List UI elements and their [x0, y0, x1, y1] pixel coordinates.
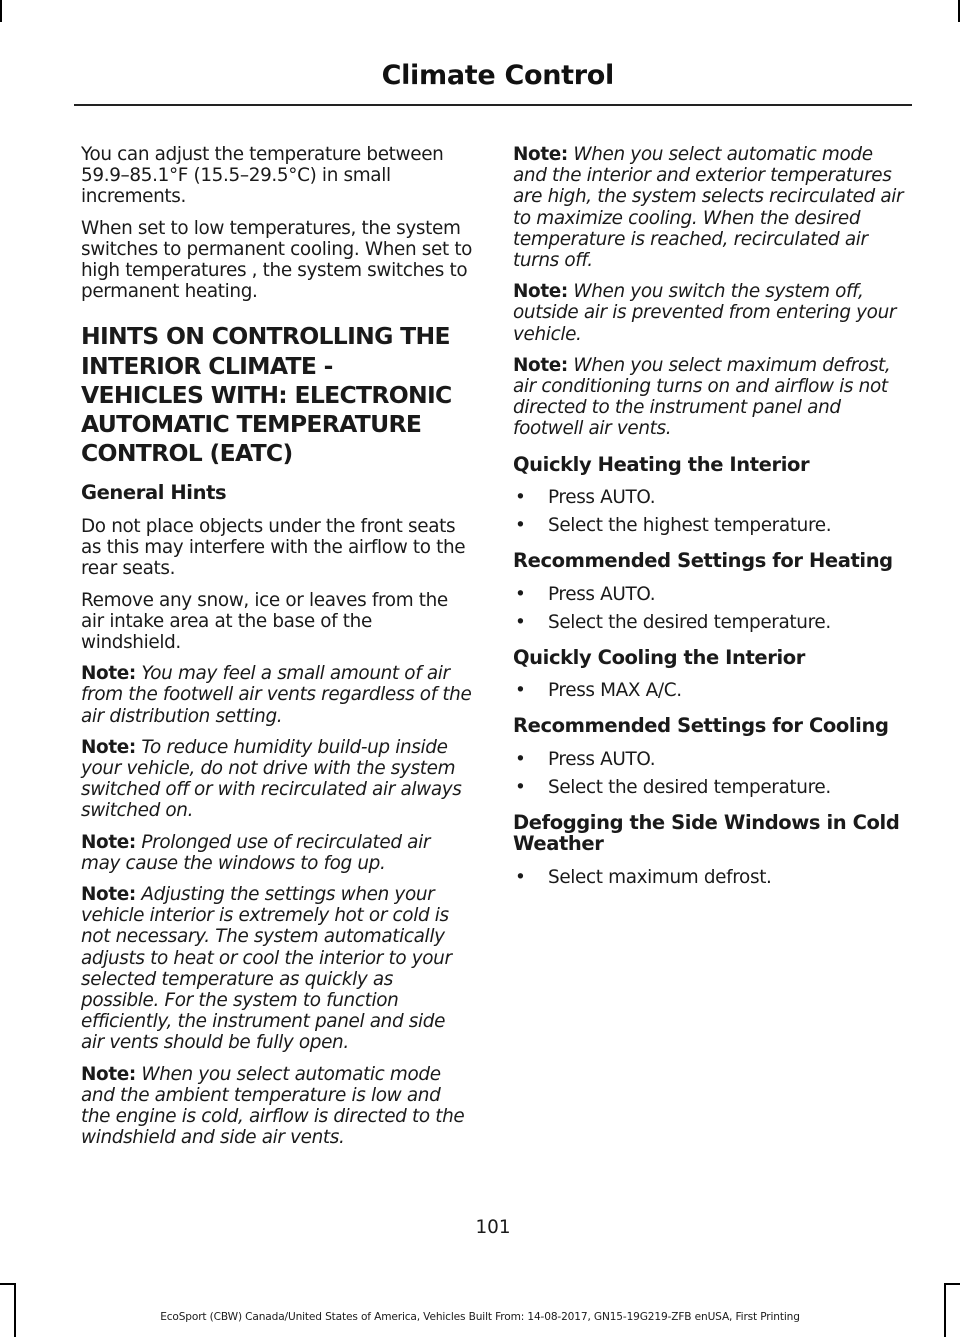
- bullet-icon: •: [515, 748, 526, 770]
- step-list: [513, 584, 905, 633]
- list-item: [513, 777, 905, 798]
- note-paragraph: [513, 355, 905, 440]
- step-list: [513, 749, 905, 798]
- right-column: [513, 144, 905, 902]
- note-text: When you select maximum defrost, air conditioning turns on and airflow is not directed to the instrument panel and footwell air vents.: [513, 354, 891, 440]
- note-paragraph: [513, 144, 905, 271]
- note-paragraph: [81, 737, 473, 822]
- note-text: You may feel a small amount of air from the footwell air vents regardless of the air distribution setting.: [81, 663, 472, 727]
- note-text: Prolonged use of recirculated air may cause the windows to fog up.: [81, 831, 431, 874]
- list-item-text: Select the desired temperature.: [548, 611, 831, 633]
- subsection-heading: Quickly Cooling the Interior: [513, 645, 805, 669]
- note-text: When you select automatic mode and the ambient temperature is low and the engine is cold, airflow is directed to the windshield and side air vents.: [81, 1063, 465, 1149]
- step-list: [513, 487, 905, 536]
- page-header-title: Climate Control: [381, 60, 614, 91]
- note-paragraph: [81, 884, 473, 1054]
- step-list: [513, 680, 905, 701]
- list-item: [513, 612, 905, 633]
- note-label: Note:: [81, 663, 136, 685]
- header-divider: [74, 104, 912, 106]
- footer-text: EcoSport (CBW) Canada/United States of America, Vehicles Built From: 14-08-2017, GN15-19G219-ZFB enUSA, First Printing: [160, 1311, 800, 1323]
- subsection-heading: Recommended Settings for Cooling: [513, 714, 889, 738]
- section-heading-line: HINTS ON CONTROLLING THE: [81, 322, 450, 351]
- note-text: When you select automatic mode and the interior and exterior temperatures are high, the system selects recirculated air to maximize cooling. When the desired temperature is reached, recirculated air turns off.: [513, 144, 904, 272]
- intro-paragraph: When set to low temperatures, the system switches to permanent cooling. When set to high temperatures , the system switches to permanent heating.: [81, 217, 473, 303]
- section-heading-line: AUTOMATIC TEMPERATURE: [81, 410, 422, 439]
- subsection-heading: Defogging the Side Windows in Cold Weather: [513, 810, 900, 856]
- hint-paragraph: Remove any snow, ice or leaves from the air intake area at the base of the windshield.: [81, 589, 448, 653]
- subsection-heading: General Hints: [81, 481, 227, 505]
- crop-mark-bottom-right: [944, 1283, 960, 1285]
- list-item: [513, 487, 905, 508]
- section-heading-line: VEHICLES WITH: ELECTRONIC: [81, 380, 452, 409]
- note-label: Note:: [81, 736, 136, 758]
- subsection-heading: Quickly Heating the Interior: [513, 452, 810, 476]
- list-item-text: Press AUTO.: [548, 583, 656, 605]
- note-paragraph: [81, 663, 473, 727]
- crop-mark-bottom-left-v: [14, 1283, 16, 1337]
- note-paragraph: [81, 832, 473, 874]
- note-text: Adjusting the settings when your vehicle interior is extremely hot or cold is not necessary. The system automatically adjusts to heat or cool the interior to your selected temperature as quickly as possible. For the system to function efficiently, the instrument panel and side air vents should be fully open.: [81, 883, 452, 1054]
- list-item-text: Press AUTO.: [548, 487, 656, 509]
- note-label: Note:: [513, 354, 568, 376]
- list-item: [513, 680, 905, 701]
- list-item: [513, 749, 905, 770]
- bullet-icon: •: [515, 866, 526, 888]
- intro-paragraph: You can adjust the temperature between 59.9–85.1°F (15.5–29.5°C) in small increments.: [81, 144, 444, 208]
- note-label: Note:: [81, 831, 136, 853]
- section-heading: [81, 322, 473, 468]
- hint-paragraph: Do not place objects under the front seats as this may interfere with the airflow to the rear seats.: [81, 515, 466, 580]
- list-item: [513, 867, 905, 888]
- left-column: [81, 144, 473, 1158]
- note-paragraph: [513, 281, 905, 345]
- note-text: When you switch the system off, outside air is prevented from entering your vehicle.: [513, 281, 897, 345]
- list-item-text: Select the desired temperature.: [548, 776, 831, 798]
- bullet-icon: •: [515, 515, 526, 537]
- list-item-text: Select the highest temperature.: [548, 515, 832, 537]
- section-heading-line: INTERIOR CLIMATE -: [81, 351, 333, 380]
- note-paragraph: [81, 1064, 473, 1149]
- page-number: 101: [475, 1217, 511, 1238]
- section-heading-line: CONTROL (EATC): [81, 439, 293, 468]
- crop-mark-bottom-right-v: [944, 1283, 946, 1337]
- bullet-icon: •: [515, 611, 526, 633]
- note-label: Note:: [513, 144, 568, 165]
- list-item-text: Press MAX A/C.: [548, 680, 682, 702]
- list-item: [513, 515, 905, 536]
- bullet-icon: •: [515, 776, 526, 798]
- note-label: Note:: [513, 281, 568, 303]
- note-text: To reduce humidity build-up inside your vehicle, do not drive with the system switched off or with recirculated air always switched on.: [81, 736, 462, 822]
- bullet-icon: •: [515, 487, 526, 509]
- note-label: Note:: [81, 1063, 136, 1085]
- bullet-icon: •: [515, 583, 526, 605]
- subsection-heading: Recommended Settings for Heating: [513, 549, 893, 573]
- note-label: Note:: [81, 883, 136, 905]
- list-item-text: Press AUTO.: [548, 748, 656, 770]
- bullet-icon: •: [515, 680, 526, 702]
- crop-mark-top-left: [0, 0, 2, 22]
- step-list: [513, 867, 905, 888]
- list-item-text: Select maximum defrost.: [548, 866, 772, 888]
- list-item: [513, 584, 905, 605]
